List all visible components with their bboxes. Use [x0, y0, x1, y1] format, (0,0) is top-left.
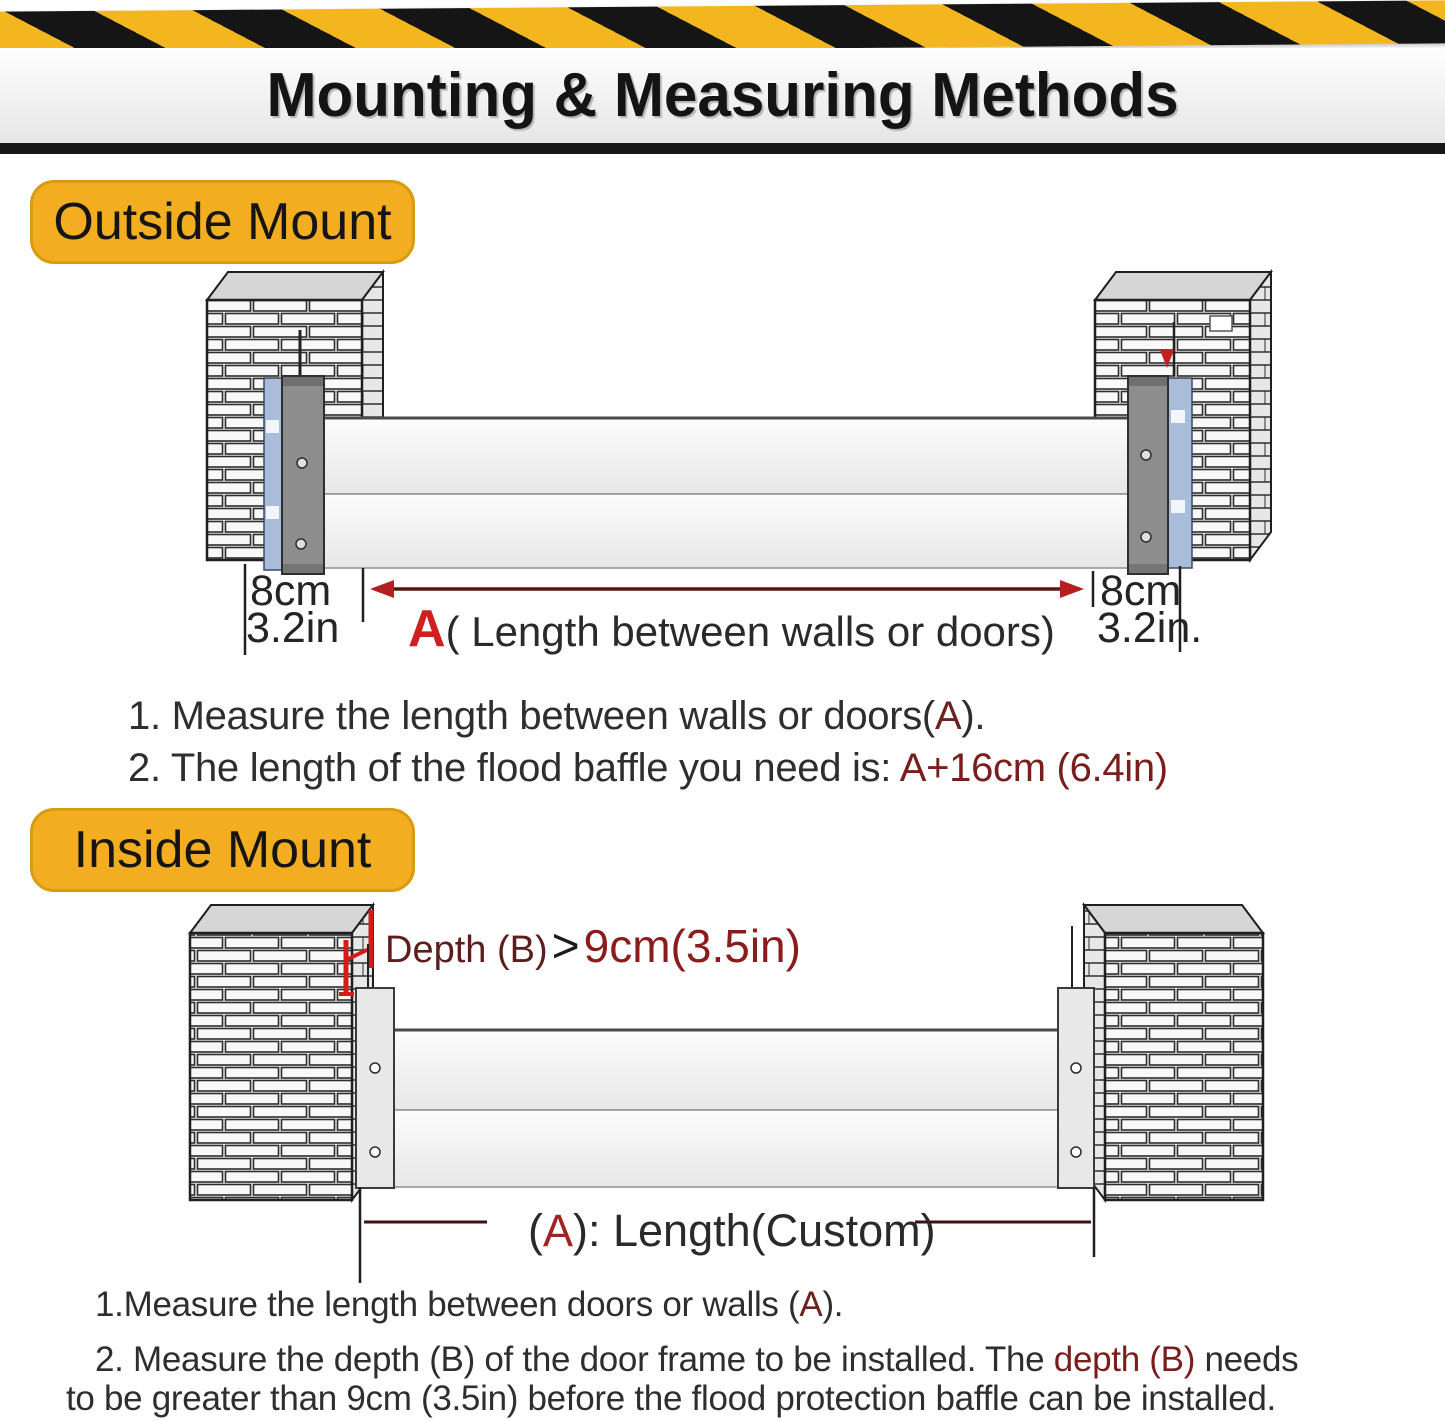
inside-step-2-continued: to be greater than 9cm (3.5in) before the flood protection baffle can be installed.: [66, 1379, 1276, 1418]
step-text: 2. Measure the depth (B) of the door frame to be installed. The: [95, 1340, 1054, 1379]
right-margin-cm: 8cm: [1100, 567, 1182, 615]
inside-step-2: [95, 1340, 1298, 1380]
screw-hole: [297, 458, 307, 468]
step-letter-a: A: [799, 1285, 823, 1324]
left-mounting-channel: [282, 376, 324, 574]
step-formula: A+16cm (6.4in): [899, 746, 1168, 790]
screw-hole: [370, 1063, 380, 1073]
screw-hole: [296, 539, 306, 549]
screw-hole: [1071, 1063, 1081, 1073]
depth-label: Depth (B): [385, 929, 548, 971]
step-text: ).: [822, 1285, 844, 1324]
outside-mount-label: Outside Mount: [30, 180, 415, 264]
arrowhead-left: [370, 580, 394, 598]
screw-hole: [1071, 1147, 1081, 1157]
dimension-letter-a: A: [408, 600, 446, 658]
paren: (: [528, 1205, 543, 1256]
step-text: 1.Measure the length between doors or walls (: [95, 1285, 800, 1324]
anchor-clip-detail: [1210, 316, 1232, 331]
screw-hole: [1141, 532, 1151, 542]
flood-barrier-panel: [394, 1030, 1058, 1187]
step-text: 2. The length of the flood baffle you need is:: [128, 746, 900, 790]
right-brick-pillar: [1084, 905, 1263, 1200]
arrowhead-right: [1060, 580, 1084, 598]
step-text: 1. Measure the length between walls or doors(: [128, 694, 935, 738]
step-text: needs: [1195, 1340, 1299, 1379]
outside-step-1: [128, 694, 985, 739]
screw-hole: [370, 1147, 380, 1157]
inside-step-1: [95, 1285, 843, 1325]
flood-barrier-panel: [324, 418, 1130, 568]
right-margin-in: 3.2in.: [1097, 604, 1203, 652]
greater-than-sign: >: [551, 920, 580, 973]
dimension-text: ( Length between walls or doors): [445, 608, 1055, 655]
step-depth-b: depth (B): [1053, 1340, 1196, 1379]
depth-annotation: [385, 919, 801, 974]
hazard-stripe-banner: [0, 0, 1445, 55]
screw-hole: [1141, 450, 1151, 460]
page-title: Mounting & Measuring Methods: [266, 61, 1179, 130]
left-margin-in: 3.2in: [246, 604, 340, 652]
header-divider-bar: [0, 143, 1445, 154]
inside-mount-label: Inside Mount: [30, 808, 415, 892]
right-mounting-channel: [1128, 376, 1168, 574]
step-text: ).: [961, 694, 986, 738]
length-custom-label: [528, 1205, 936, 1257]
dimension-letter-a: A: [543, 1205, 574, 1256]
length-dimension-label: [408, 599, 1055, 659]
depth-value: 9cm(3.5in): [583, 920, 801, 972]
outside-step-2: [128, 746, 1168, 791]
left-margin-cm: 8cm: [250, 567, 332, 615]
dimension-text: ): Length(Custom): [573, 1205, 936, 1256]
step-letter-a: A: [934, 694, 962, 738]
